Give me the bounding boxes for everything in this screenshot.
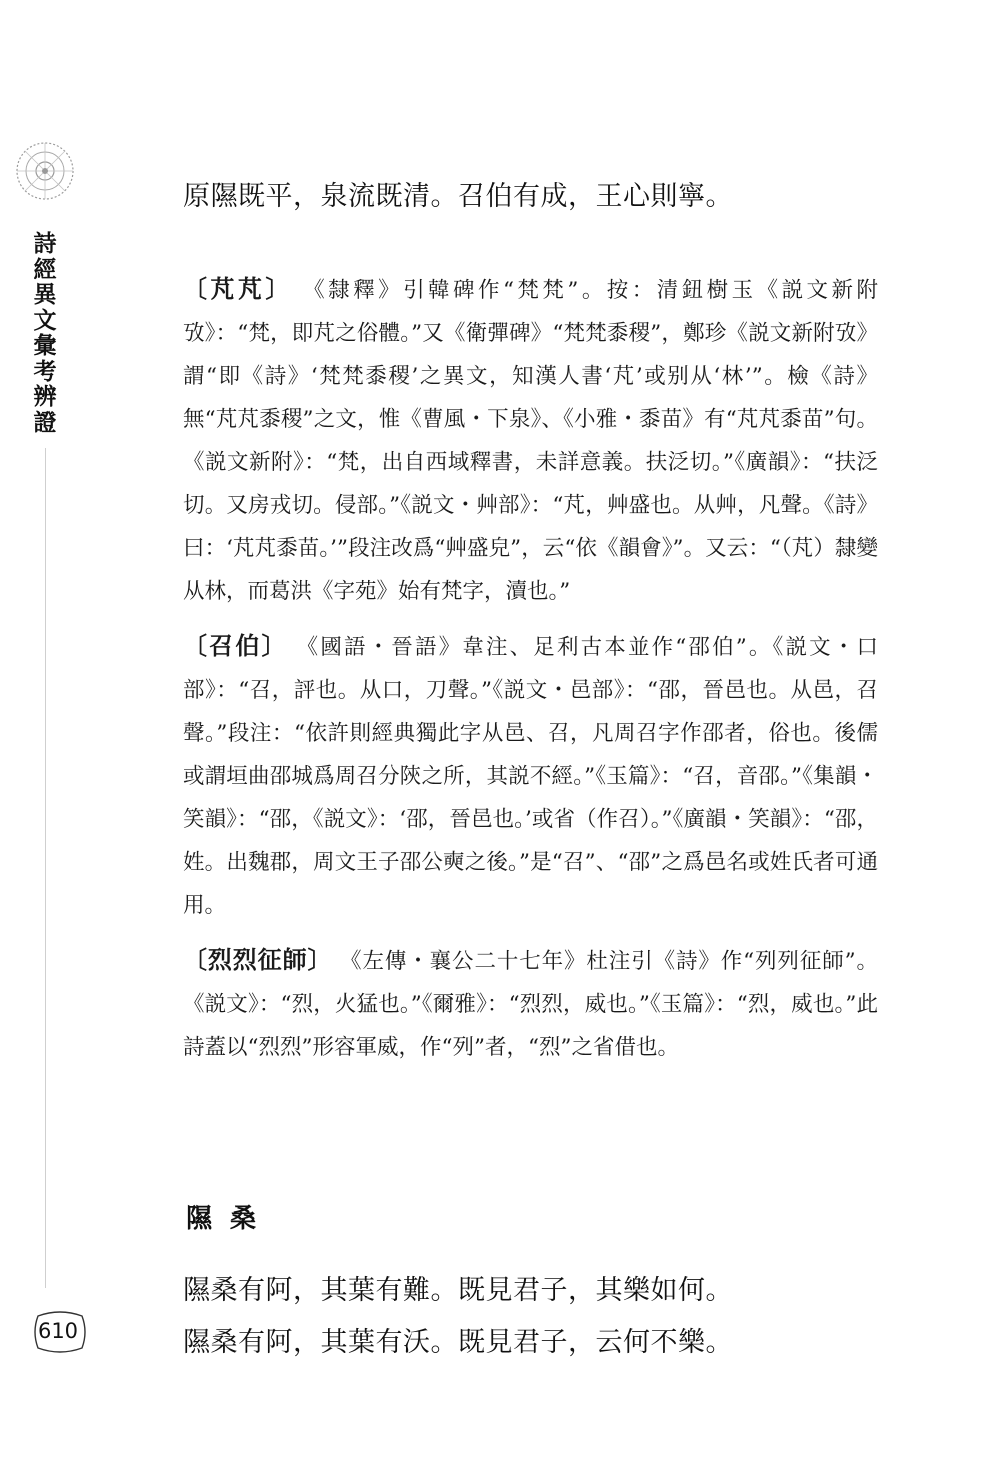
note-shaobo	[183, 625, 878, 927]
page-number-badge	[30, 1310, 90, 1354]
floral-ornament-icon	[14, 140, 76, 202]
page-number: 610	[37, 1319, 79, 1343]
book-title: 詩經異文彙考辨證	[33, 231, 57, 436]
note-text: 《左傳・襄公二十七年》杜注引《詩》作“列列征師”。《説文》：“烈，火猛也。”《爾雅》：“烈烈，威也。”《玉篇》：“烈，威也。”此詩蓋以“烈烈”形容軍威，作“列”者，“烈”之省借也。	[183, 949, 878, 1060]
note-pengpeng	[183, 268, 878, 613]
note-text: 《國語・晉語》韋注、足利古本並作“邵伯”。《説文・口部》：“召，評也。从口，刀聲。”《説文・邑部》：“邵，晉邑也。从邑，召聲。”段注：“依許則經典獨此字从邑、召，凡周召字作邵者，俗也。後儒或謂垣曲邵城爲周召分陝之所，其説不經。”《玉篇》：“召，音邵。”《集韻・笑韻》：“邵，《説文》：‘邵，晉邑也。’或省（作召）。”《廣韻・笑韻》：“邵，姓。出魏郡，周文王子邵公奭之後。”是“召”、“邵”之爲邑名或姓氏者可通用。	[183, 635, 878, 918]
note-term: 〔召伯〕	[183, 632, 288, 660]
verse-line-1: 原隰既平，泉流既清。召伯有成，王心則寧。	[183, 181, 733, 212]
note-term: 〔烈烈征師〕	[183, 946, 333, 974]
note-term: 〔芃芃〕	[183, 275, 293, 303]
note-lielie	[183, 939, 878, 1069]
section-title: 隰桑	[186, 1204, 275, 1234]
margin-divider	[45, 448, 46, 1288]
note-text: 《隸釋》引韓碑作“梵梵”。按：清鈕樹玉《説文新附攷》：“梵，即芃之俗體。”又《衛彈碑》“梵梵黍稷”，鄭珍《説文新附攷》謂“即《詩》‘梵梵黍稷’之異文，知漢人書‘芃’或别从‘林’”。檢《詩》無“芃芃黍稷”之文，惟《曹風・下泉》、《小雅・黍苗》有“芃芃黍苗”句。《説文新附》：“梵，出自西域釋書，未詳意義。扶泛切。”《廣韻》：“扶泛切。又房戎切。侵部。”《説文・艸部》：“芃，艸盛也。从艸，凡聲。《詩》曰：‘芃芃黍苗。’”段注改爲“艸盛皃”，云“依《韻會》”。又云：“（芃）隸變从林，而葛洪《字苑》始有梵字，瀆也。”	[183, 278, 878, 604]
commentary-block	[183, 268, 878, 1069]
verse-line-3: 隰桑有阿，其葉有沃。既見君子，云何不樂。	[183, 1327, 733, 1358]
verse-line-2: 隰桑有阿，其葉有難。既見君子，其樂如何。	[183, 1275, 733, 1306]
